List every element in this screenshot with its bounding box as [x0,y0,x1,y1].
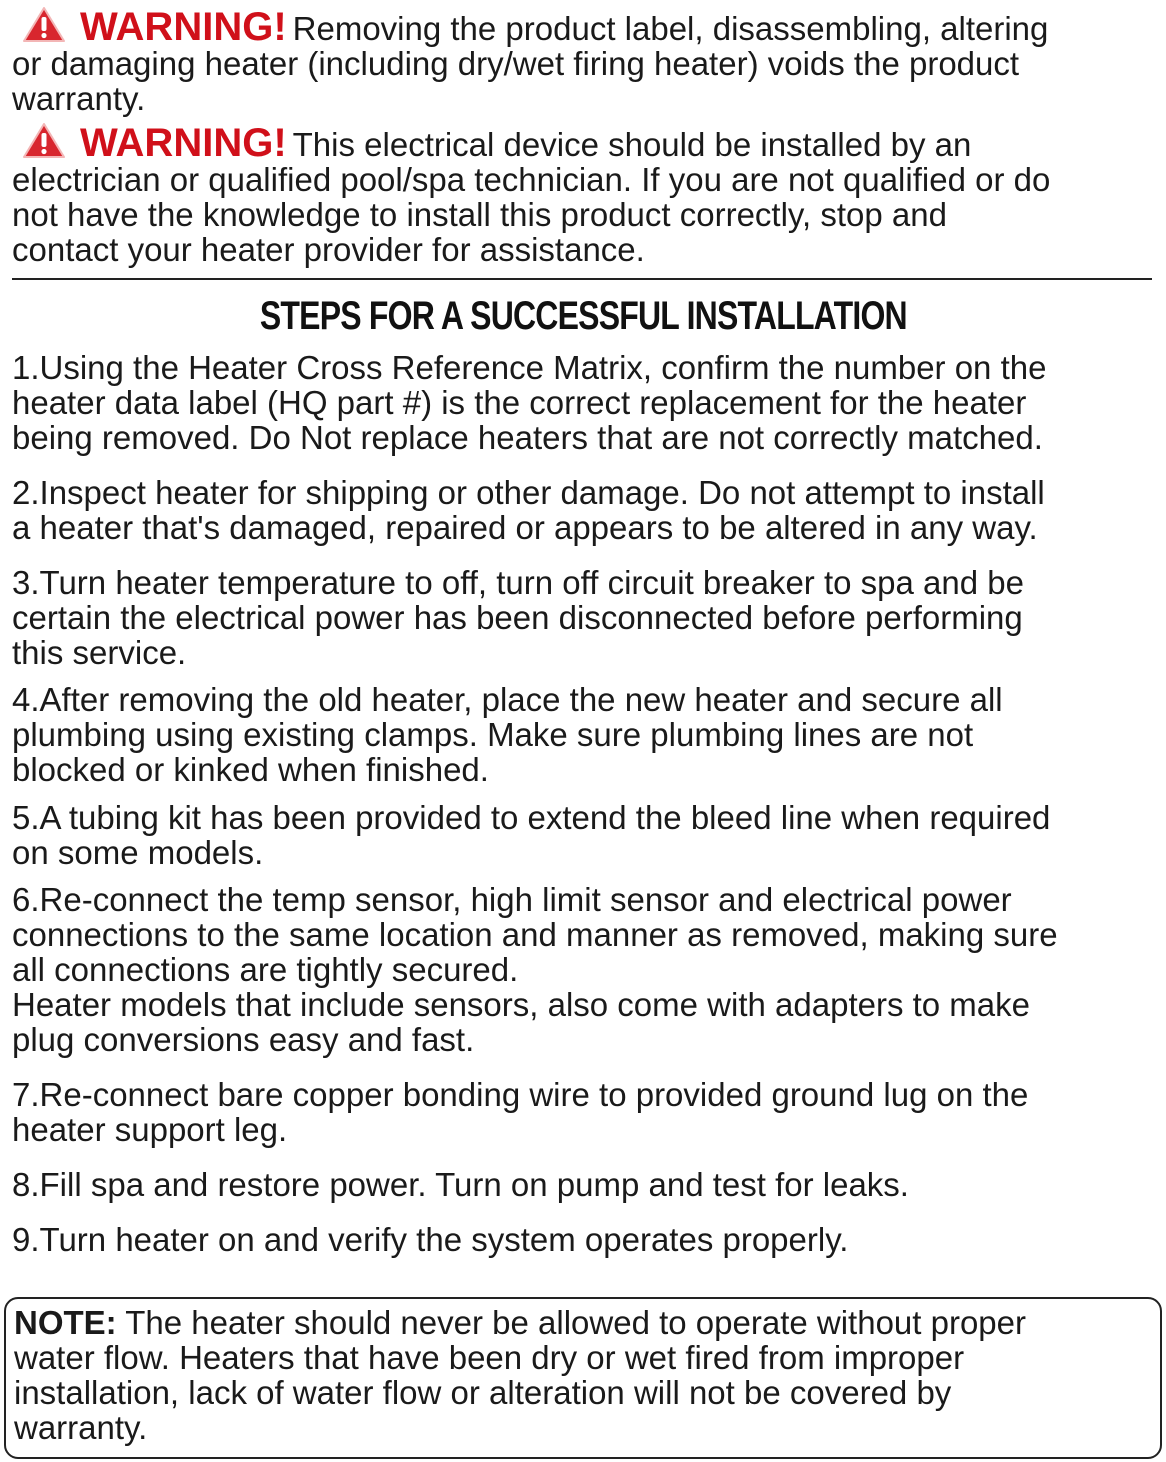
warning-line [12,81,1048,116]
step-line: 4.After removing the old heater, place the new heater and secure all [12,681,1003,718]
note-line [14,1410,1026,1445]
step-line: all connections are tightly secured. [12,951,519,988]
step-line: a heater that's damaged, repaired or appears to be altered in any way. [12,509,1038,546]
warning-text: This electrical device should be installed by an [292,126,972,163]
step-line: 9.Turn heater on and verify the system operates properly. [12,1221,849,1258]
step-line: 8.Fill spa and restore power. Turn on pump and test for leaks. [12,1166,909,1203]
step-item [12,682,1003,787]
step-item [12,565,1024,670]
steps-heading [0,294,1166,338]
warning-line [12,232,1050,267]
warning-label: WARNING! [80,121,287,165]
note-line-text: warranty. [14,1409,148,1446]
step-line: this service. [12,634,187,671]
warning-line [12,121,1050,165]
step-line: blocked or kinked when finished. [12,751,489,788]
step-line: Heater models that include sensors, also come with adapters to make [12,986,1031,1023]
step-line: being removed. Do Not replace heaters that are not correctly matched. [12,419,1043,456]
step-line: 3.Turn heater temperature to off, turn off circuit breaker to spa and be [12,564,1024,601]
warning-line [12,197,1050,232]
warning-text: not have the knowledge to install this product correctly, stop and [12,196,947,233]
note-text [14,1305,1026,1445]
note-line [14,1375,1026,1410]
step-line: 6.Re-connect the temp sensor, high limit sensor and electrical power [12,881,1012,918]
step-line: 7.Re-connect bare copper bonding wire to provided ground lug on the [12,1076,1029,1113]
warning-line [12,5,1049,49]
note-line-text: The heater should never be allowed to operate without proper [125,1304,1026,1341]
note-line-text: installation, lack of water flow or alteration will not be covered by [14,1374,952,1411]
step-line: plug conversions easy and fast. [12,1021,475,1058]
divider [12,278,1152,280]
warning-triangle-icon [22,122,66,160]
warning-line [12,46,1048,81]
step-line: 1.Using the Heater Cross Reference Matrix, confirm the number on the [12,349,1047,386]
step-line: heater support leg. [12,1111,288,1148]
steps-heading-text: STEPS FOR A SUCCESSFUL INSTALLATION [259,294,907,338]
step-line: connections to the same location and manner as removed, making sure [12,916,1058,953]
step-item [12,350,1046,455]
step-line: certain the electrical power has been disconnected before performing [12,599,1023,636]
warning-text: contact your heater provider for assistance. [12,231,645,268]
warning-text: electrician or qualified pool/spa technician. If you are not qualified or do [12,161,1051,198]
note-label: NOTE: [14,1304,117,1341]
step-line: heater data label (HQ part #) is the correct replacement for the heater [12,384,1027,421]
step-line: on some models. [12,834,264,871]
note-line [14,1305,1026,1340]
step-item [12,882,1058,1057]
note-line [14,1340,1026,1375]
step-line: 2.Inspect heater for shipping or other damage. Do not attempt to install [12,474,1045,511]
warning-triangle-icon [22,6,66,44]
step-item [12,1167,909,1202]
step-item [12,1222,848,1257]
step-item [12,800,1050,870]
note-box [4,1297,1162,1459]
step-item [12,475,1045,545]
step-line: plumbing using existing clamps. Make sure plumbing lines are not [12,716,974,753]
warning-text: warranty. [12,80,146,117]
warning-text: or damaging heater (including dry/wet firing heater) voids the product [12,45,1020,82]
warning-paragraph [12,122,1050,267]
note-line-text: water flow. Heaters that have been dry or wet fired from improper [14,1339,965,1376]
warning-line [12,162,1050,197]
warning-text: Removing the product label, disassembling, altering [292,10,1049,47]
warning-label: WARNING! [80,5,287,49]
step-item [12,1077,1028,1147]
warning-paragraph [12,6,1048,116]
step-line: 5.A tubing kit has been provided to extend the bleed line when required [12,799,1051,836]
